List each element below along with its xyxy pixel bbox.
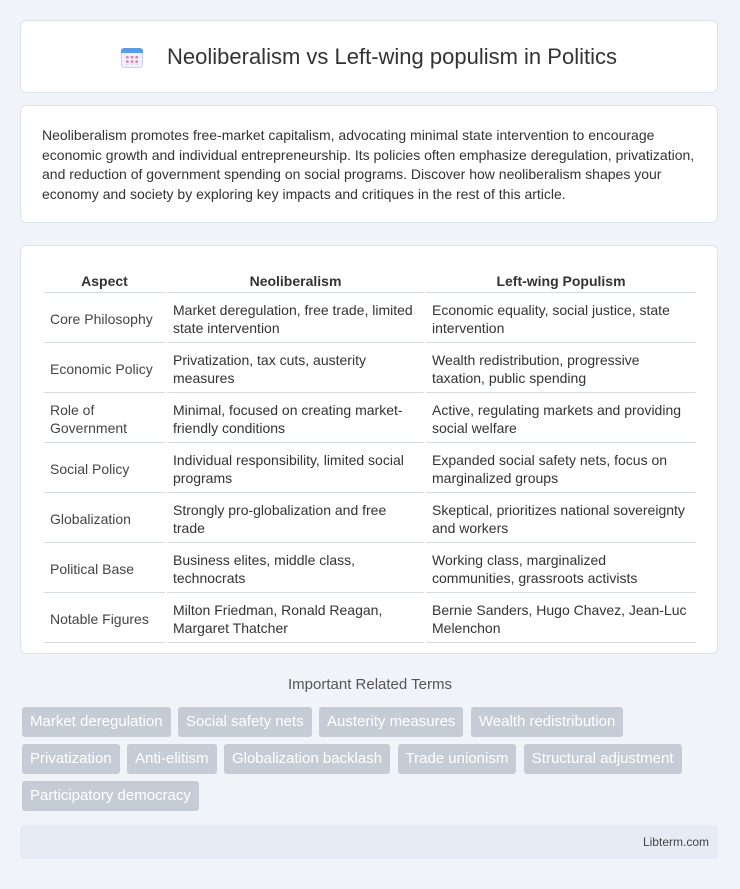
populism-cell: Bernie Sanders, Hugo Chavez, Jean-Luc Melenchon: [426, 595, 696, 643]
populism-cell: Active, regulating markets and providing social welfare: [426, 395, 696, 443]
related-term-tag[interactable]: Austerity measures: [319, 707, 463, 737]
neoliberalism-cell: Individual responsibility, limited social programs: [167, 445, 424, 493]
neoliberalism-cell: Minimal, focused on creating market-friendly conditions: [167, 395, 424, 443]
aspect-cell: Notable Figures: [44, 595, 165, 643]
footer: [20, 825, 718, 859]
aspect-cell: Political Base: [44, 545, 165, 593]
table-row: [44, 395, 696, 443]
populism-cell: Skeptical, prioritizes national sovereignty and workers: [426, 495, 696, 543]
related-term-tag[interactable]: Market deregulation: [22, 707, 171, 737]
intro-card: [20, 105, 718, 223]
aspect-cell: Economic Policy: [44, 345, 165, 393]
neoliberalism-cell: Market deregulation, free trade, limited state intervention: [167, 295, 424, 343]
aspect-cell: Social Policy: [44, 445, 165, 493]
related-terms-list: [22, 707, 722, 818]
aspect-cell: Globalization: [44, 495, 165, 543]
header-neoliberalism: Neoliberalism: [167, 270, 424, 293]
header-aspect: Aspect: [44, 270, 165, 293]
neoliberalism-cell: Privatization, tax cuts, austerity measures: [167, 345, 424, 393]
related-terms-title: Important Related Terms: [288, 676, 452, 693]
related-term-tag[interactable]: Structural adjustment: [524, 744, 682, 774]
related-term-tag[interactable]: Wealth redistribution: [471, 707, 623, 737]
populism-cell: Economic equality, social justice, state intervention: [426, 295, 696, 343]
table-row: [44, 595, 696, 643]
populism-cell: Working class, marginalized communities, grassroots activists: [426, 545, 696, 593]
comparison-table: [42, 268, 698, 645]
related-term-tag[interactable]: Globalization backlash: [224, 744, 390, 774]
footer-site-link[interactable]: Libterm.com: [642, 835, 709, 849]
populism-cell: Wealth redistribution, progressive taxation, public spending: [426, 345, 696, 393]
intro-text: Neoliberalism promotes free-market capitalism, advocating minimal state intervention to encourage economic growth and individual entrepreneurship. Its policies often emphasize deregulation, privatization, and reduction of government spending on social programs. Discover how neoliberalism shapes your economy and society by exploring key impacts and critiques in the rest of this article.: [42, 127, 695, 202]
related-term-tag[interactable]: Privatization: [22, 744, 120, 774]
calendar-icon: [121, 46, 143, 68]
related-term-tag[interactable]: Participatory democracy: [22, 781, 199, 811]
neoliberalism-cell: Milton Friedman, Ronald Reagan, Margaret Thatcher: [167, 595, 424, 643]
neoliberalism-cell: Business elites, middle class, technocrats: [167, 545, 424, 593]
related-term-tag[interactable]: Social safety nets: [178, 707, 312, 737]
aspect-cell: Role of Government: [44, 395, 165, 443]
related-term-tag[interactable]: Trade unionism: [398, 744, 517, 774]
table-row: [44, 445, 696, 493]
title-card: [20, 20, 718, 93]
related-term-tag[interactable]: Anti-elitism: [127, 744, 216, 774]
page-title: Neoliberalism vs Left-wing populism in Politics: [167, 43, 617, 69]
table-header-row: [44, 270, 696, 293]
table-row: [44, 545, 696, 593]
comparison-card: [20, 245, 718, 654]
header-left-wing-populism: Left-wing Populism: [426, 270, 696, 293]
table-row: [44, 295, 696, 343]
table-row: [44, 345, 696, 393]
aspect-cell: Core Philosophy: [44, 295, 165, 343]
table-row: [44, 495, 696, 543]
populism-cell: Expanded social safety nets, focus on marginalized groups: [426, 445, 696, 493]
neoliberalism-cell: Strongly pro-globalization and free trade: [167, 495, 424, 543]
